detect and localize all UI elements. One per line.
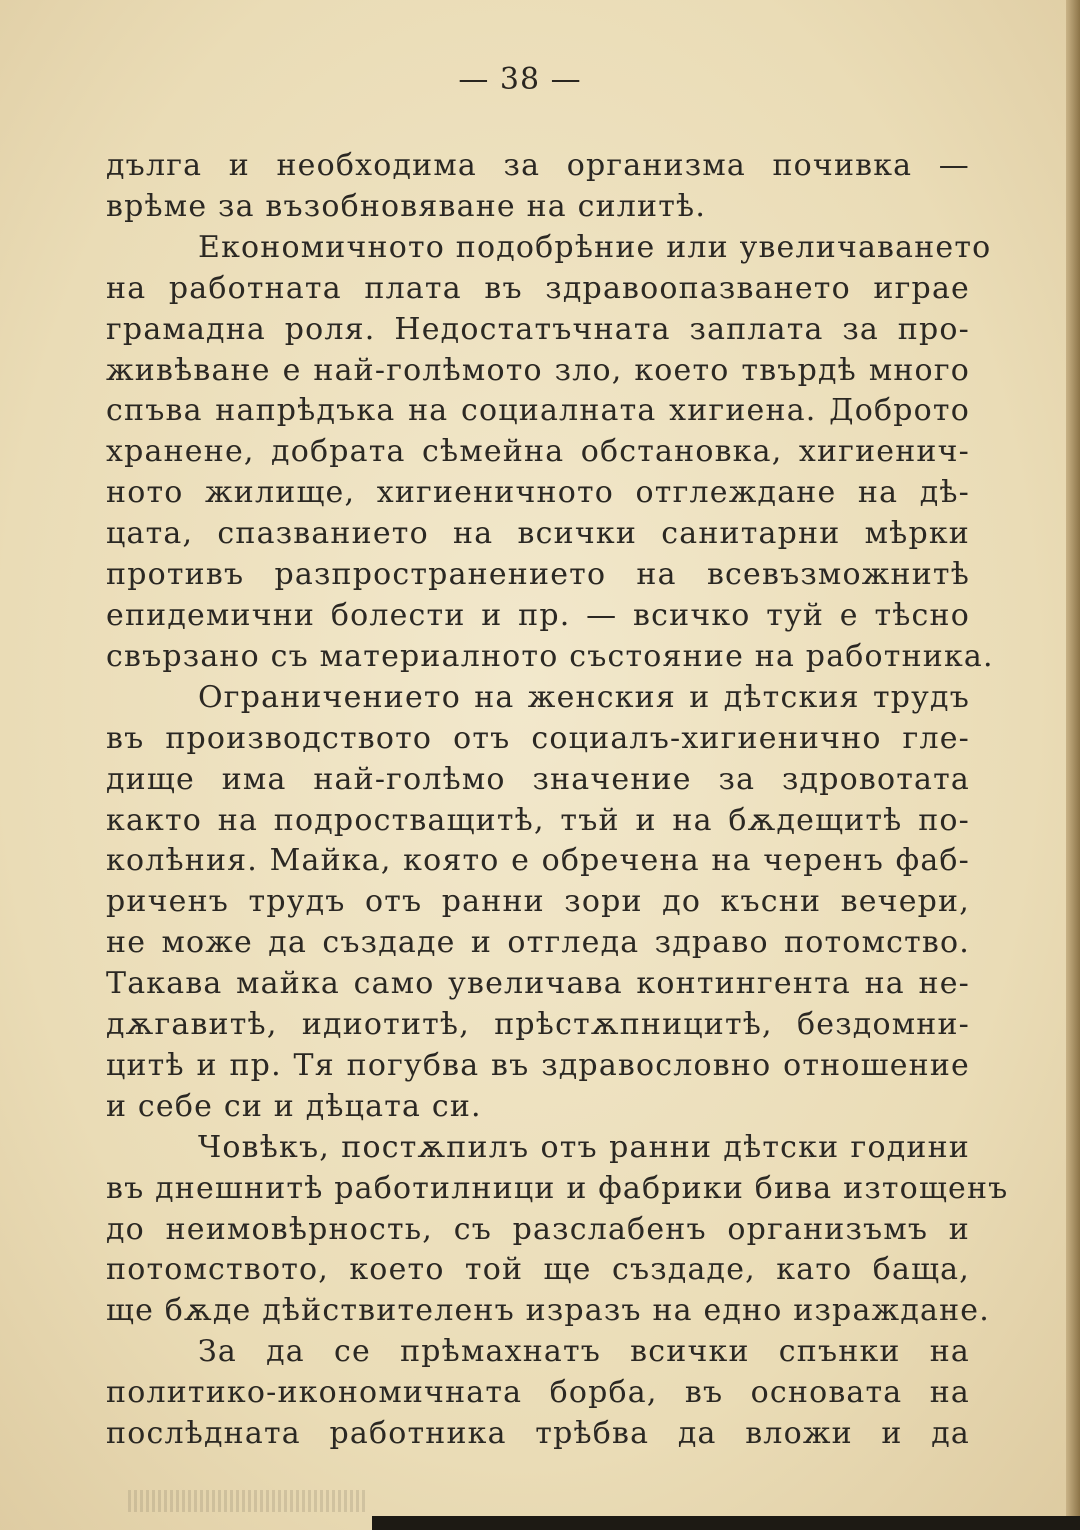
library-stamp <box>128 1490 368 1512</box>
text-line: въ днешнитѣ работилници и фабрики бива изтощенъ <box>106 1170 1009 1206</box>
text-line: ното жилище, хигиеничното отглеждане на дѣ- <box>106 475 970 511</box>
text-line: Такава майка само увеличава контингента на не- <box>106 966 970 1002</box>
text-line: колѣния. Майка, която е обречена на черенъ фаб- <box>106 843 970 879</box>
text-line: хранене, добрата сѣмейна обстановка, хигиенич- <box>106 434 970 470</box>
text-line: Човѣкъ, постѫпилъ отъ ранни дѣтски години <box>198 1129 970 1165</box>
text-line: противъ разпространението на всевъзможнитѣ <box>106 557 970 593</box>
text-line: За да се прѣмахнатъ всички спънки на <box>198 1334 970 1370</box>
text-line: Економичното подобрѣние или увеличаването <box>198 229 992 265</box>
body-text <box>106 146 1009 1455</box>
text-line: въ производството отъ социалъ-хигиенично гле- <box>106 720 970 756</box>
page-edge <box>1066 0 1080 1530</box>
text-line: както на подростващитѣ, тъй и на бѫдещитѣ по- <box>106 802 970 838</box>
text-line: грамадна роля. Недостатъчната заплата за про- <box>106 311 970 347</box>
text-line: дище има най-голѣмо значение за здровотата <box>106 761 970 797</box>
text-line: и себе си и дѣцата си. <box>106 1088 482 1124</box>
text-line: спъва напрѣдъка на социалната хигиена. Доброто <box>106 393 970 429</box>
text-line: на работната плата въ здравоопазването играе <box>106 270 970 306</box>
text-line: до неимовѣрность, съ разслабенъ организъмъ и <box>106 1211 970 1247</box>
text-line: потомството, което той ще създаде, като баща, <box>106 1252 970 1288</box>
text-line: свързано съ материалното състояние на работника. <box>106 638 994 674</box>
text-line: дълга и необходима за организма почивка — <box>106 148 970 183</box>
text-line: дѫгавитѣ, идиотитѣ, прѣстѫпницитѣ, бездомни- <box>106 1007 970 1043</box>
text-line: ще бѫде дѣйствителенъ изразъ на едно израждане. <box>106 1293 990 1329</box>
text-line: риченъ трудъ отъ ранни зори до късни вечери, <box>106 884 970 920</box>
text-line: Ограничението на женския и дѣтския трудъ <box>198 679 970 715</box>
text-line: послѣдната работника трѣбва да вложи и да <box>106 1416 970 1452</box>
scan-border <box>372 1516 1080 1530</box>
text-line: врѣме за възобновяване на силитѣ. <box>106 188 707 224</box>
text-line: цитѣ и пр. Тя погубва въ здравословно отношение <box>106 1047 970 1083</box>
text-line: политико-икономичната борба, въ основата на <box>106 1375 970 1411</box>
text-line: не може да създаде и отгледа здраво потомство. <box>106 925 970 961</box>
text-line: епидемични болести и пр. — всичко туй е тѣсно <box>106 597 970 633</box>
page-number: — 38 — <box>458 62 582 97</box>
text-line: живѣване е най-голѣмото зло, което твърдѣ много <box>106 352 970 388</box>
text-line: цата, спазванието на всички санитарни мѣрки <box>106 516 970 552</box>
